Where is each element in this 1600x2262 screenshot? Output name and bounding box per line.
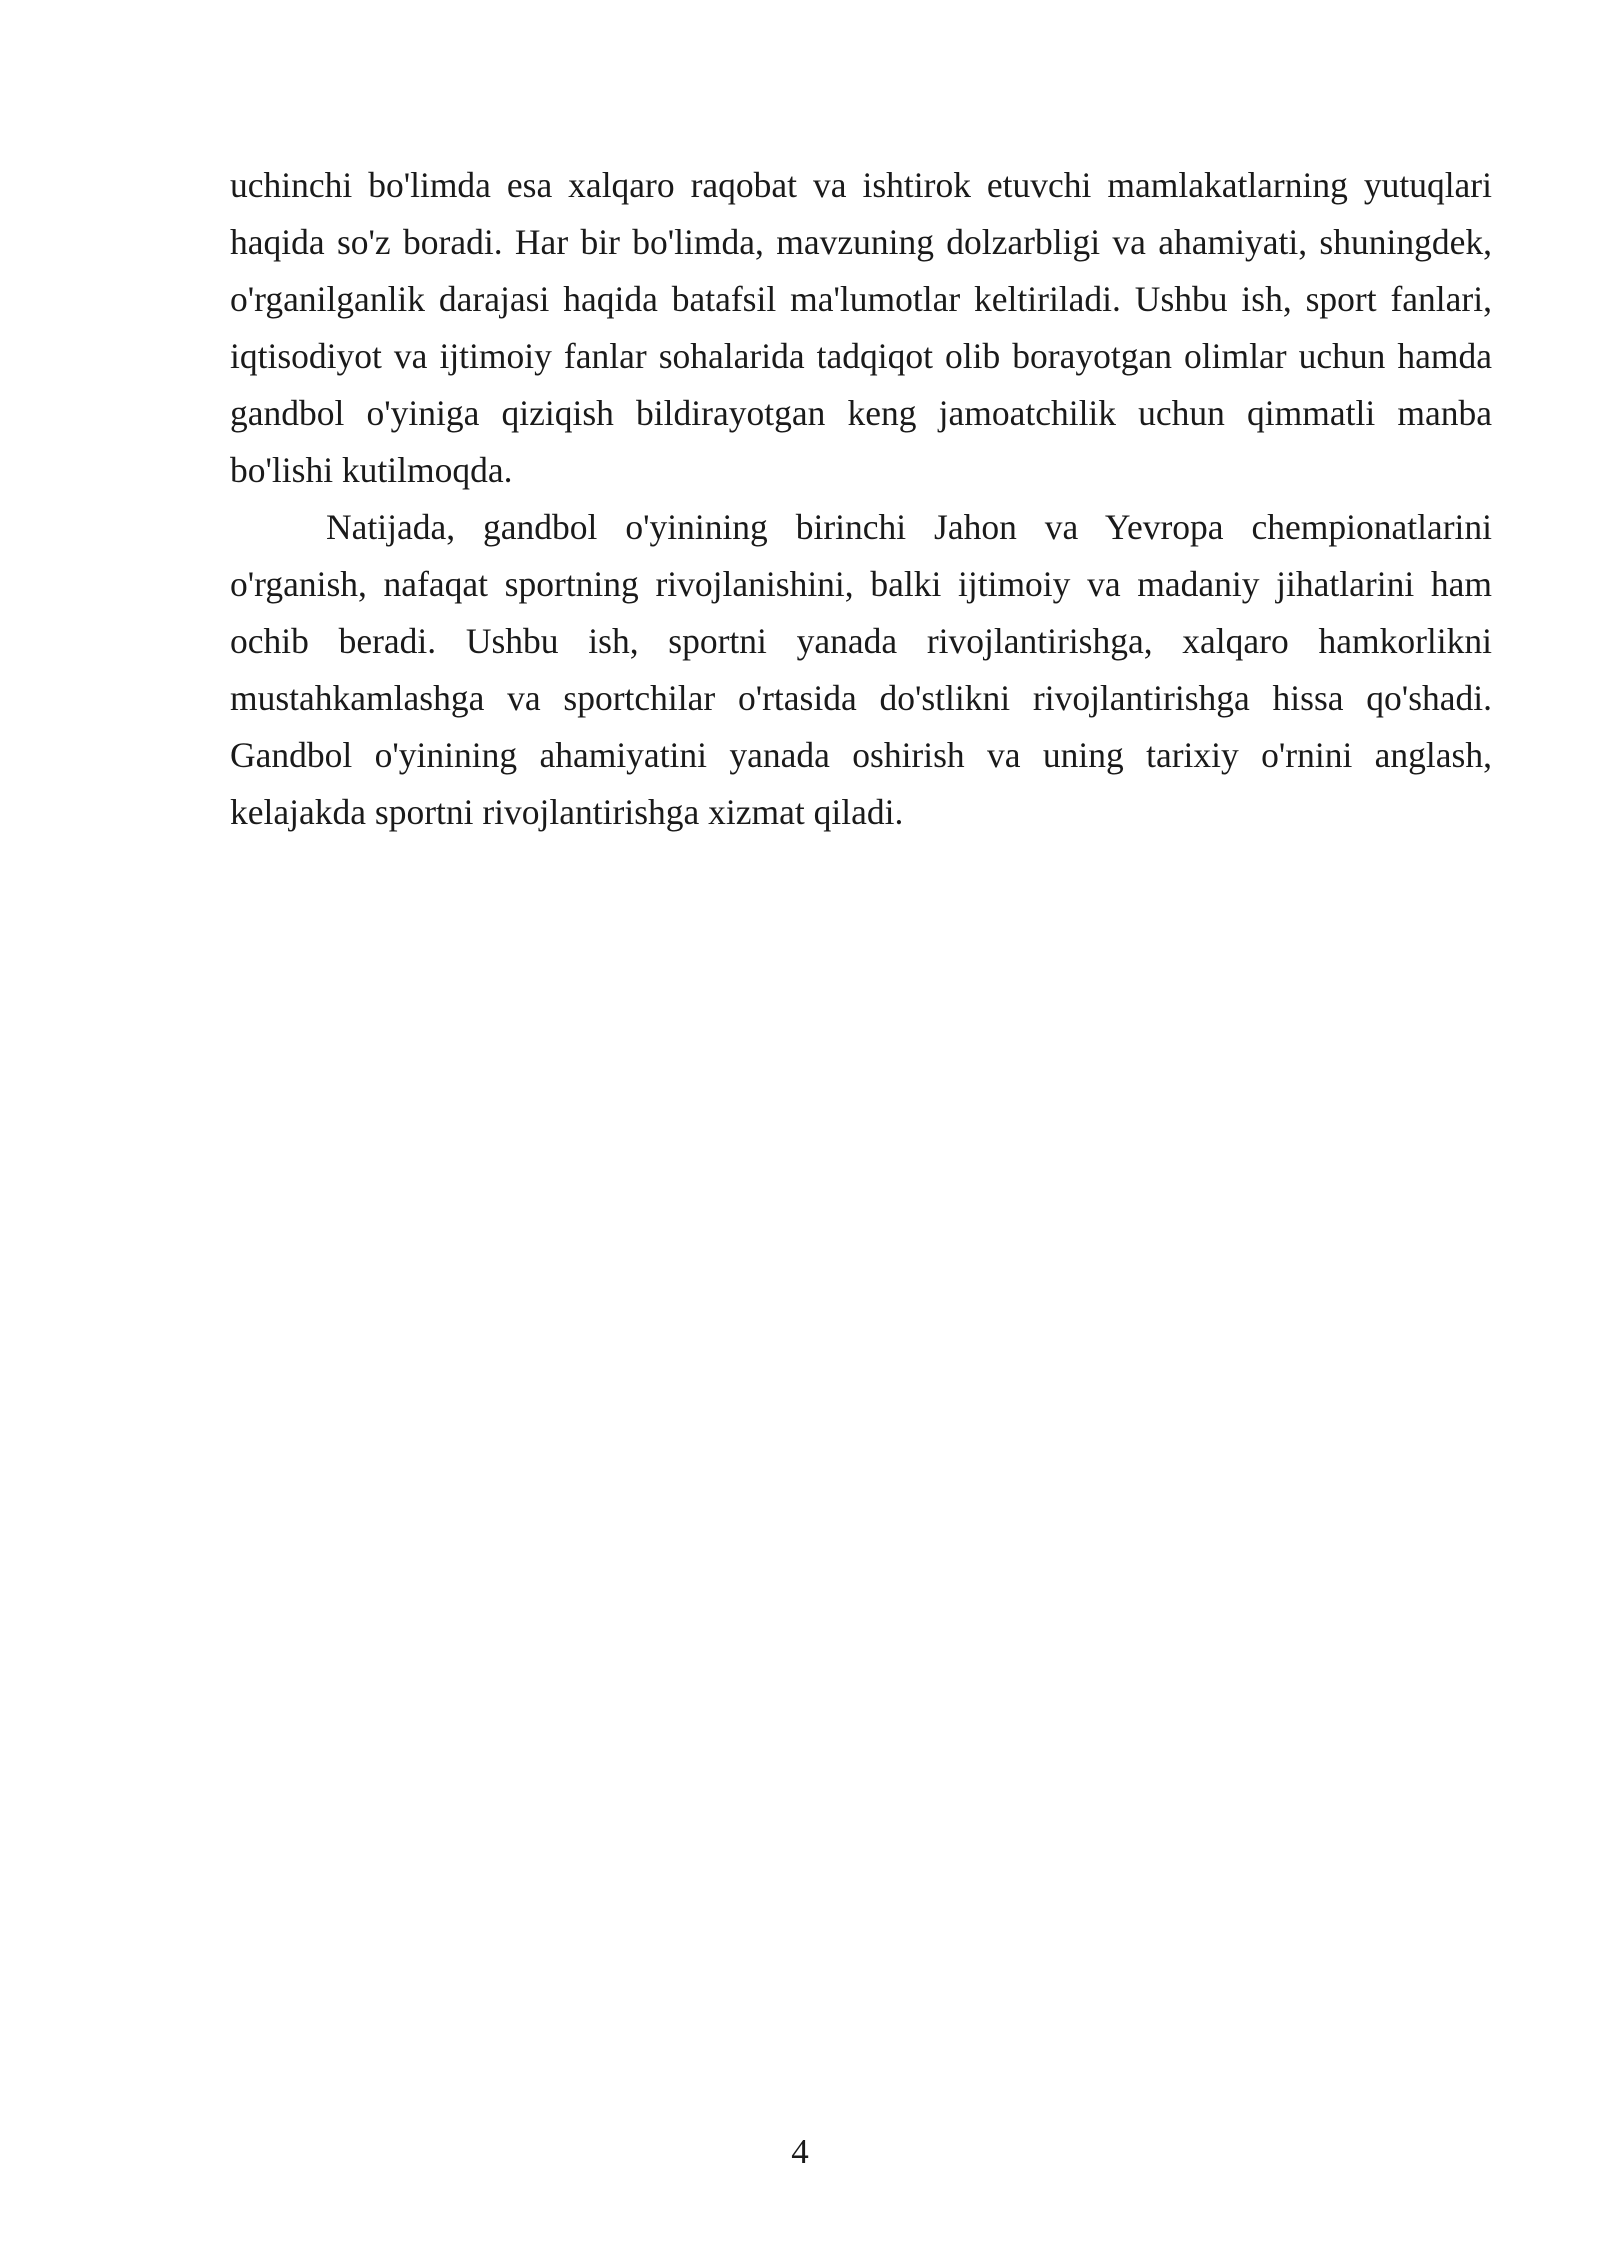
- page-number: 4: [791, 2132, 809, 2171]
- paragraph-continuation: uchinchi bo'limda esa xalqaro raqobat va ishtirok etuvchi mamlakatlarning yutuqlari haqida so'z boradi. Har bir bo'limda, mavzuning dolzarbligi va ahamiyati, shuningdek, o'rganilganlik darajasi haqida batafsil ma'lumotlar keltiriladi. Ushbu ish, sport fanlari, iqtisodiyot va ijtimoiy fanlar sohalarida tadqiqot olib borayotgan olimlar uchun hamda gandbol o'yiniga qiziqish bildirayotgan keng jamoatchilik uchun qimmatli manba bo'lishi kutilmoqda.: [230, 165, 1492, 490]
- paragraph-conclusion: Natijada, gandbol o'yinining birinchi Jahon va Yevropa chempionatlarini o'rganish, nafaqat sportning rivojlanishini, balki ijtimoiy va madaniy jihatlarini ham ochib beradi. Ushbu ish, sportni yanada rivojlantirishga, xalqaro hamkorlikni mustahkamlashga va sportchilar o'rtasida do'stlikni rivojlantirishga hissa qo'shadi. Gandbol o'yinining ahamiyatini yanada oshirish va uning tarixiy o'rnini anglash, kelajakda sportni rivojlantirishga xizmat qiladi.: [230, 507, 1492, 832]
- body-text: [230, 157, 1492, 841]
